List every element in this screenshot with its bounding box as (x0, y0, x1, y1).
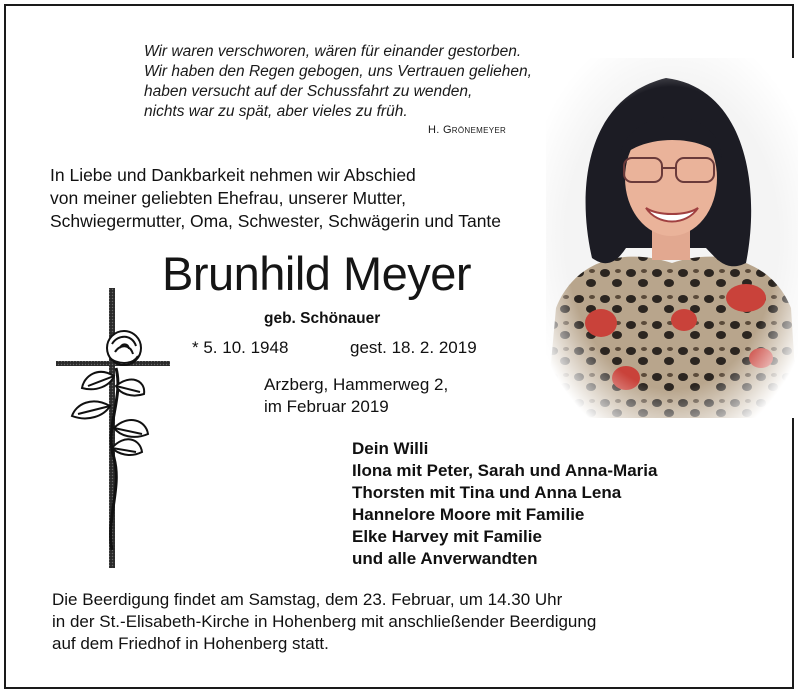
poem-author: H. Grönemeyer (428, 124, 507, 136)
intro-text (50, 164, 501, 233)
location-line: Arzberg, Hammerweg 2, (264, 375, 449, 394)
poem-line: Wir haben den Regen gebogen, uns Vertrauen geliehen, (144, 63, 532, 80)
mourner: und alle Anverwandten (352, 549, 538, 568)
intro-line: von meiner geliebten Ehefrau, unserer Mutter, (50, 188, 407, 208)
mourner: Thorsten mit Tina und Anna Lena (352, 483, 622, 502)
poem (144, 42, 532, 122)
deceased-name: Brunhild Meyer (162, 247, 472, 300)
mourner: Elke Harvey mit Familie (352, 527, 542, 546)
mourner: Dein Willi (352, 439, 429, 458)
obituary-card (4, 4, 794, 689)
funeral-notice (52, 589, 596, 655)
funeral-line: Die Beerdigung findet am Samstag, dem 23. Februar, um 14.30 Uhr (52, 590, 563, 609)
mourners-list (352, 438, 657, 570)
location-line: im Februar 2019 (264, 397, 389, 416)
birth-date: * 5. 10. 1948 (192, 338, 289, 357)
cross-with-rose-icon (54, 288, 174, 578)
birth-name: geb. Schönauer (264, 310, 381, 327)
intro-line: In Liebe und Dankbarkeit nehmen wir Abschied (50, 165, 416, 185)
portrait-photo (546, 58, 798, 418)
death-date: gest. 18. 2. 2019 (350, 338, 477, 357)
mourner: Hannelore Moore mit Familie (352, 505, 585, 524)
mourner: Ilona mit Peter, Sarah und Anna-Maria (352, 461, 658, 480)
funeral-line: in der St.-Elisabeth-Kirche in Hohenberg mit anschließender Beerdigung (52, 612, 597, 631)
poem-line: Wir waren verschworen, wären für einander gestorben. (144, 43, 522, 60)
poem-line: nichts war zu spät, aber vieles zu früh. (144, 103, 408, 120)
location-date (264, 374, 448, 418)
intro-line: Schwiegermutter, Oma, Schwester, Schwägerin und Tante (50, 211, 502, 231)
poem-line: haben versucht auf der Schussfahrt zu wenden, (144, 83, 473, 100)
funeral-line: auf dem Friedhof in Hohenberg statt. (52, 634, 329, 653)
